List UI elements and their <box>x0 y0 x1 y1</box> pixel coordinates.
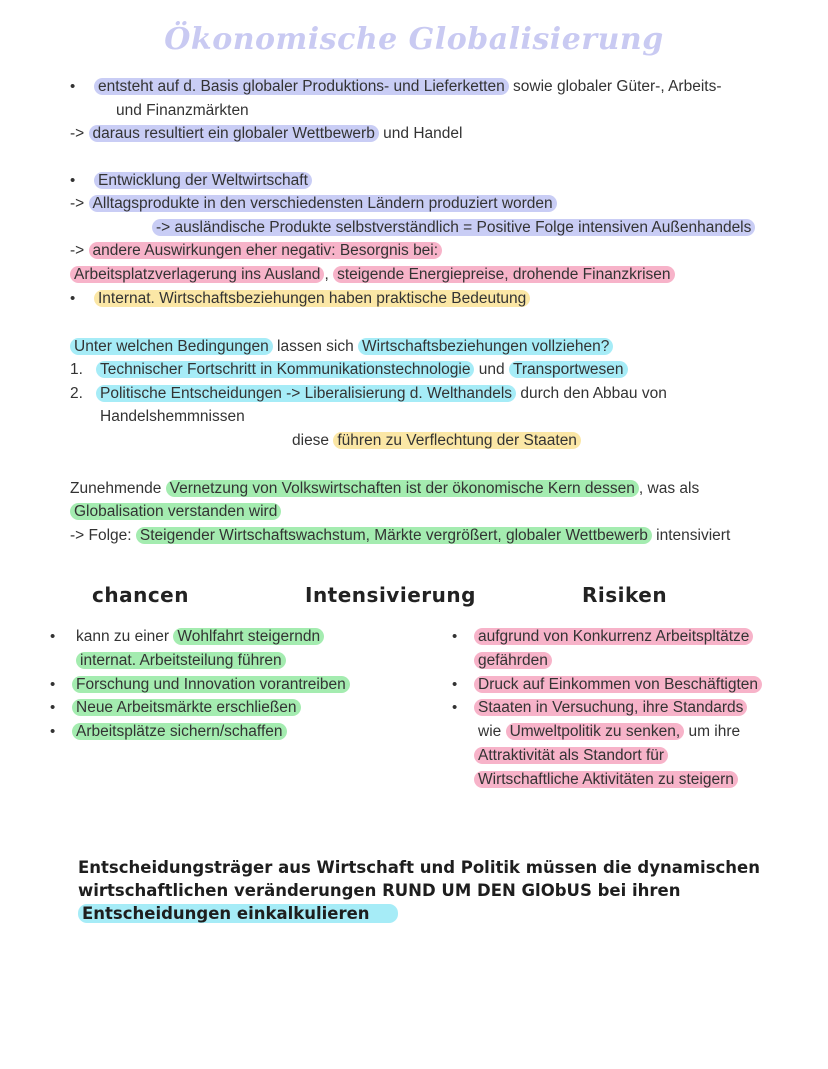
text-line: entsteht auf d. Basis globaler Produktions- und Lieferketten sowie globaler Güter-, Arbeits- <box>94 77 722 97</box>
list-item: kann zu einer Wohlfahrt steigerndn <box>76 627 324 647</box>
bullet: • <box>50 723 56 740</box>
list-item: Staaten in Versuchung, ihre Standards <box>474 698 747 718</box>
text-line: und Finanzmärkten <box>116 102 249 119</box>
text-line: -> Alltagsprodukte in den verschiedensten Ländern produziert worden <box>70 194 557 214</box>
list-item: aufgrund von Konkurrenz Arbeitspltätze <box>474 627 753 647</box>
list-item: Politische Entscheidungen -> Liberalisierung d. Welthandels durch den Abbau von <box>96 384 667 404</box>
list-item-cont: wie Umweltpolitik zu senken, um ihre <box>478 723 741 740</box>
conclusion <box>78 856 760 925</box>
text-line: Handelshemmnissen <box>100 408 245 425</box>
heading-intensivierung: Intensivierung <box>305 583 476 607</box>
list-item: Technischer Fortschritt in Kommunikationstechnologie und Transportwesen <box>96 360 628 380</box>
text-line: Arbeitsplatzverlagerung ins Ausland , steigende Energiepreise, drohende Finanzkrisen <box>70 265 675 285</box>
list-number: 1. <box>70 361 83 378</box>
heading-chancen: chancen <box>92 583 189 607</box>
text-line: Zunehmende Vernetzung von Volkswirtschaften ist der ökonomische Kern dessen , was als <box>70 480 700 497</box>
bullet: • <box>50 676 56 693</box>
bullet: • <box>70 290 76 307</box>
bullet: • <box>70 172 76 189</box>
list-item-cont: Attraktivität als Standort für <box>474 746 668 766</box>
list-item: Arbeitsplätze sichern/schaffen <box>72 722 287 742</box>
text-line: -> andere Auswirkungen eher negativ: Besorgnis bei: <box>70 241 442 261</box>
conclusion-line: Entscheidungen einkalkulieren <box>78 902 760 925</box>
list-item-cont: gefährden <box>474 651 552 671</box>
heading-risiken: Risiken <box>582 583 668 607</box>
text-line: Entwicklung der Weltwirtschaft <box>94 171 312 191</box>
bullet: • <box>452 676 458 693</box>
list-item-cont: Wirtschaftliche Aktivitäten zu steigern <box>474 770 738 790</box>
list-item-cont: internat. Arbeitsteilung führen <box>76 651 286 671</box>
bullet: • <box>452 699 458 716</box>
bullet: • <box>50 628 56 645</box>
conclusion-line: Entscheidungsträger aus Wirtschaft und Politik müssen die dynamischen <box>78 858 760 877</box>
conclusion-line: wirtschaftlichen veränderungen RUND UM DEN GlObUS bei ihren <box>78 881 681 900</box>
list-item: Druck auf Einkommen von Beschäftigten <box>474 675 762 695</box>
text-line: -> Folge: Steigender Wirtschaftswachstum, Märkte vergrößert, globaler Wettbewerb intensiviert <box>70 527 731 544</box>
bullet: • <box>50 699 56 716</box>
list-number: 2. <box>70 385 83 402</box>
text-line: -> ausländische Produkte selbstverständlich = Positive Folge intensiven Außenhandels <box>152 218 755 238</box>
list-item: Forschung und Innovation vorantreiben <box>72 675 350 695</box>
list-item: Neue Arbeitsmärkte erschließen <box>72 698 301 718</box>
text-line: Internat. Wirtschaftsbeziehungen haben praktische Bedeutung <box>94 289 530 309</box>
bullet: • <box>70 78 76 95</box>
page-title: Ökonomische Globalisierung <box>164 22 664 57</box>
text-line: Globalisation verstanden wird <box>70 502 281 522</box>
question: Unter welchen Bedingungen lassen sich Wirtschaftsbeziehungen vollziehen? <box>70 337 613 357</box>
bullet: • <box>452 628 458 645</box>
text-line: -> daraus resultiert ein globaler Wettbewerb und Handel <box>70 125 463 142</box>
text-line: diese führen zu Verflechtung der Staaten <box>292 431 581 451</box>
